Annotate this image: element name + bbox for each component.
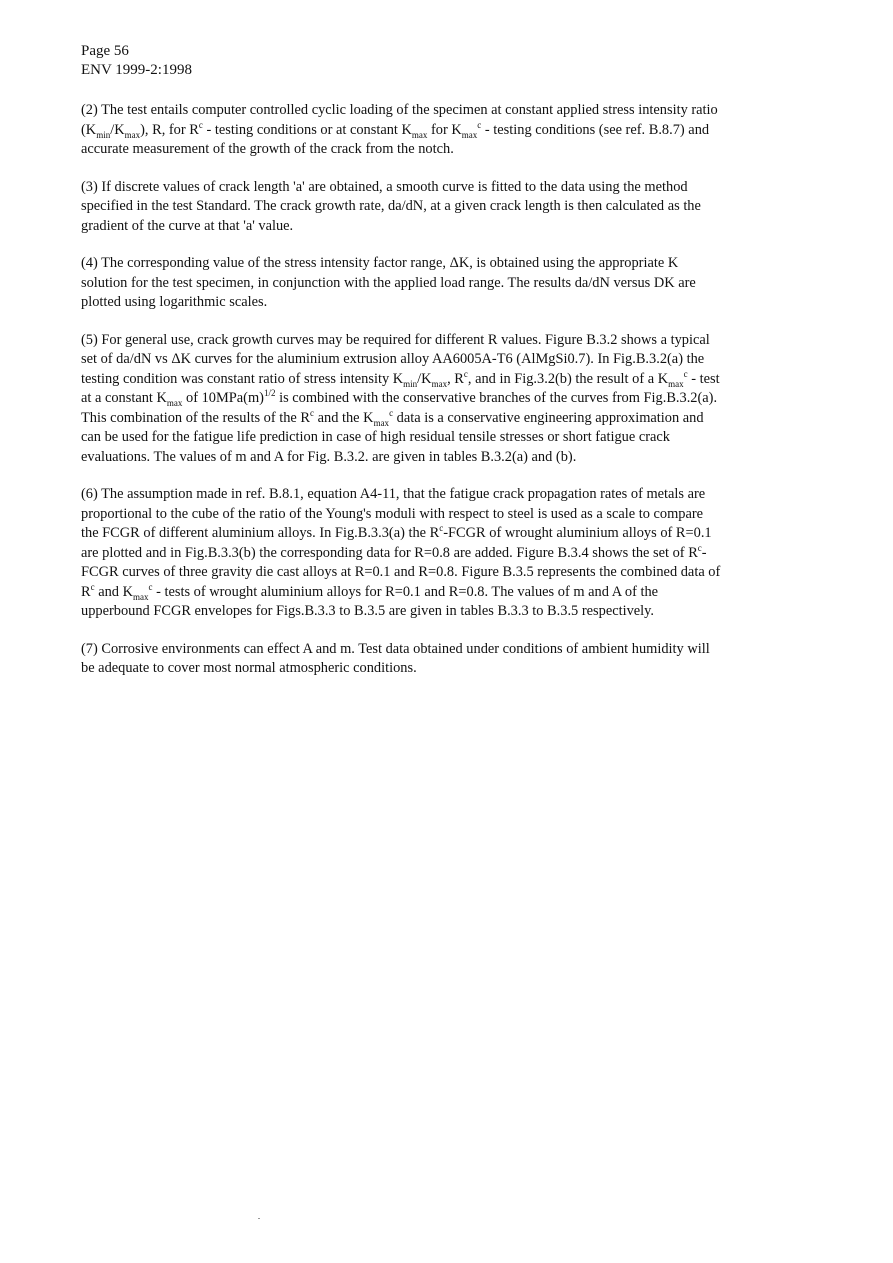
page-header: [81, 42, 192, 80]
text-line: at a constant $K_{max}$ of $10MPa(m)^{1/2}$ is combined with the conservative branches of the curves from Fig.B.3.2(a).: [81, 388, 718, 408]
paragraph-p2: [81, 101, 812, 160]
text-line: set of da/dN vs ΔK curves for the aluminium extrusion alloy AA6005A-T6 (AlMgSi0.7). In Fig.B.3.2(a) the: [81, 351, 705, 367]
paragraph-p5: [81, 331, 812, 468]
text-line: (2) The test entails computer controlled cyclic loading of the specimen at constant applied stress intensity ratio: [81, 102, 718, 118]
text-line: (6) The assumption made in ref. B.8.1, equation A4-11, that the fatigue crack propagation rates of metals are: [81, 486, 706, 502]
paragraph-p7: [81, 640, 812, 679]
text-line: plotted using logarithmic scales.: [81, 294, 268, 310]
text-line: gradient of the curve at that 'a' value.: [81, 217, 294, 234]
text-line: can be used for the fatigue life prediction in case of high residual tensile stresses or short fatigue crack: [81, 429, 671, 445]
text-line: $(K_{min}/K_{max})$, R, for $R^c$ - testing conditions or at constant $K_{max}$ for $K_{max}^c$ - testing conditions (see ref. B.8.7) and: [81, 119, 710, 140]
text-line: solution for the test specimen, in conjunction with the applied load range. The results da/dN versus DK are: [81, 274, 696, 291]
page-number: Page 56: [81, 43, 129, 59]
paragraph-p6: [81, 485, 812, 622]
text-line: (3) If discrete values of crack length 'a' are obtained, a smooth curve is fitted to the data using the method: [81, 178, 688, 195]
text-line: specified in the test Standard. The crack growth rate, da/dN, at a given crack length is then calculated as the: [81, 198, 701, 214]
text-line: This combination of the results of the $R^c$ and the $K_{max}^c$ data is a conservative engineering approximation and: [81, 407, 704, 428]
text-line: proportional to the cube of the ratio of the Young's moduli with respect to steel is used as a scale to compare: [81, 505, 704, 522]
text-line: FCGR curves of three gravity die cast alloys at R=0.1 and R=0.8. Figure B.3.5 represents the combined data of: [81, 564, 721, 580]
text-line: $R^c$ and $K_{max}^c$ - tests of wrought aluminium alloys for R=0.1 and R=0.8. The values of m and A of the: [81, 581, 659, 602]
text-line: testing condition was constant ratio of stress intensity $K_{min}/K_{max}$, $R^c$, and in Fig.3.2(b) the result of a $K_{max}^c$ - test: [81, 368, 720, 389]
standard-id: ENV 1999-2:1998: [81, 62, 192, 78]
text-line: upperbound FCGR envelopes for Figs.B.3.3 to B.3.5 are given in tables B.3.3 to B.3.5 respectively.: [81, 603, 655, 619]
paragraph-p3: [81, 178, 812, 237]
text-line: the FCGR of different aluminium alloys. In Fig.B.3.3(a) the $R^c$-FCGR of wrought aluminium alloys of R=0.1: [81, 523, 712, 541]
text-line: (7) Corrosive environments can effect A and m. Test data obtained under conditions of ambient humidity will: [81, 640, 710, 657]
text-line: (4) The corresponding value of the stress intensity factor range, ΔK, is obtained using the appropriate K: [81, 255, 679, 271]
text-line: be adequate to cover most normal atmospheric conditions.: [81, 660, 417, 676]
paragraph-p4: [81, 254, 812, 313]
scan-speck: [258, 1218, 260, 1219]
text-line: accurate measurement of the growth of the crack from the notch.: [81, 141, 454, 157]
text-line: (5) For general use, crack growth curves may be required for different R values. Figure B.3.2 shows a typical: [81, 331, 710, 348]
text-line: evaluations. The values of m and A for Fig. B.3.2. are given in tables B.3.2(a) and (b).: [81, 448, 577, 465]
text-line: are plotted and in Fig.B.3.3(b) the corresponding data for R=0.8 are added. Figure B.3.4 shows the set of $R^c-$: [81, 542, 707, 561]
document-body: [81, 101, 812, 697]
